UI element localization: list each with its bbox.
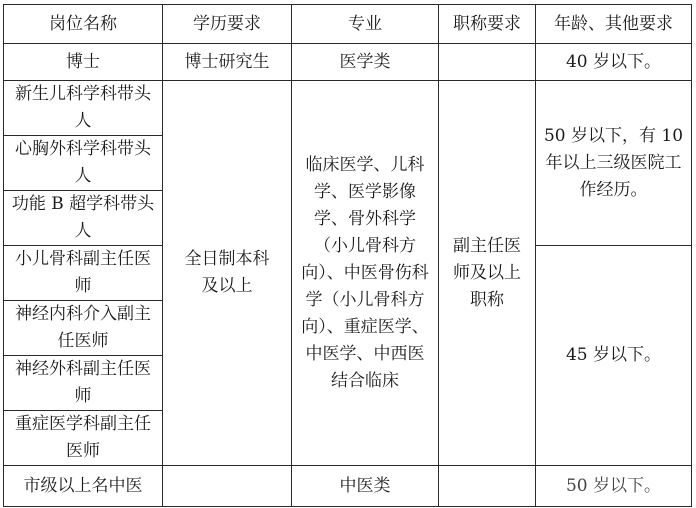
title-cell [439,466,536,507]
position-cell: 新生儿科学科带头人 [4,81,163,136]
header-education: 学历要求 [163,5,292,44]
position-cell: 神经外科副主任医师 [4,356,163,411]
header-age: 年龄、其他要求 [536,5,692,44]
table-row [4,44,692,81]
education-cell: 博士研究生 [163,44,292,81]
title-cell [439,44,536,81]
position-cell: 博士 [4,44,163,81]
header-position: 岗位名称 [4,5,163,44]
table-row [4,466,692,507]
position-cell: 市级以上名中医 [4,466,163,507]
table-row [4,81,692,136]
education-cell [163,466,292,507]
group-title-cell: 副主任医师及以上职称 [439,81,536,466]
major-cell: 中医类 [292,466,439,507]
age-deputies-cell: 45 岁以下。 [536,246,692,466]
age-leaders-cell: 50 岁以下，有 10 年以上三级医院工作经历。 [536,81,692,246]
header-title: 职称要求 [439,5,536,44]
position-cell: 心胸外科学科带头人 [4,136,163,191]
position-cell: 功能 B 超学科带头人 [4,191,163,246]
header-row [4,5,692,44]
group-education-cell: 全日制本科及以上 [163,81,292,466]
position-cell: 重症医学科副主任医师 [4,411,163,466]
age-cell: 50 岁以下。 [536,466,692,507]
group-major-cell: 临床医学、儿科学、医学影像学、骨外科学（小儿骨科方向）、中医骨伤科学（小儿骨科方向）、重症医学、中医学、中西医结合临床 [292,81,439,466]
position-cell: 小儿骨科副主任医师 [4,246,163,301]
age-cell: 40 岁以下。 [536,44,692,81]
major-cell: 医学类 [292,44,439,81]
recruitment-table [3,4,692,507]
header-major: 专业 [292,5,439,44]
position-cell: 神经内科介入副主任医师 [4,301,163,356]
